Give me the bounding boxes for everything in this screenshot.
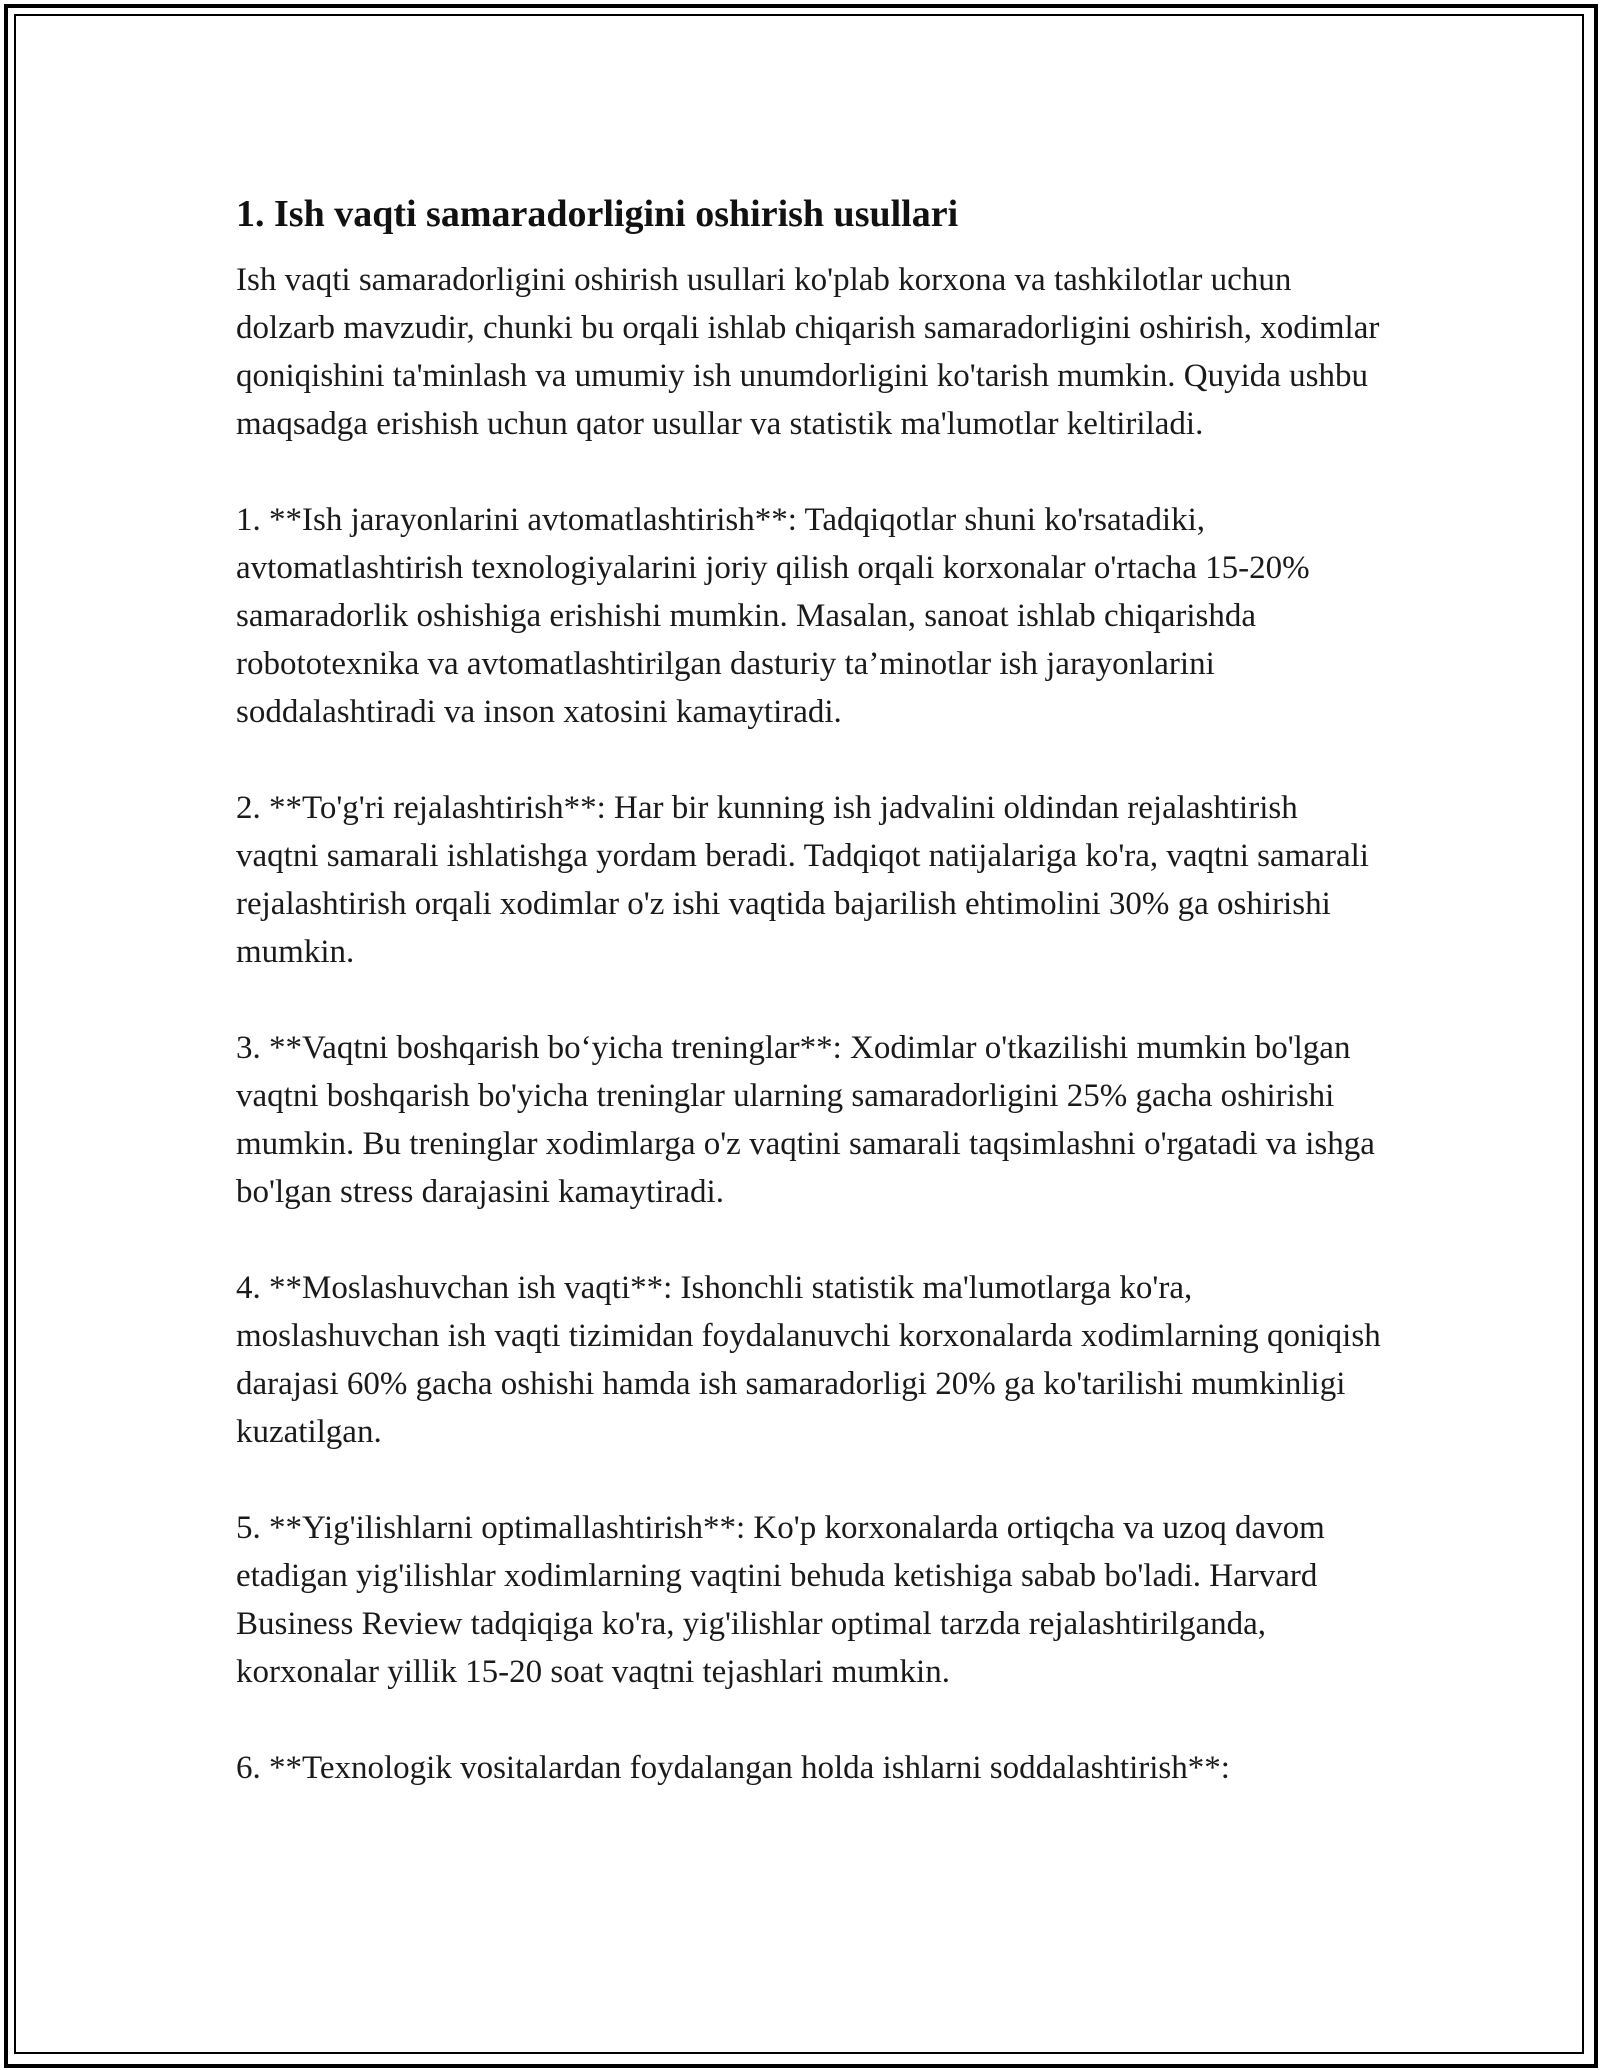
document-body	[236, 190, 1386, 1840]
list-item-technology-tools: 6. **Texnologik vositalardan foydalangan holda ishlarni soddalashtirish**:	[236, 1750, 1230, 1786]
list-item-time-management-training: 3. **Vaqtni boshqarish bo‘yicha treninglar**: Xodimlar o'tkazilishi mumkin bo'lgan vaqtni boshqarish bo'yicha treninglar ularning samaradorligini 25% gacha oshirishi mumkin. Bu treninglar xodimlarga o'z vaqtini samarali taqsimlashni o'rgatadi va ishga bo'lgan stress darajasini kamaytiradi.	[236, 1030, 1375, 1210]
list-item-planning: 2. **To'g'ri rejalashtirish**: Har bir kunning ish jadvalini oldindan rejalashtirish vaqtni samarali ishlatishga yordam beradi. Tadqiqot natijalariga ko'ra, vaqtni samarali rejalashtirish orqali xodimlar o'z ishi vaqtida bajarilish ehtimolini 30% ga oshirishi mumkin.	[236, 790, 1369, 970]
intro-paragraph: Ish vaqti samaradorligini oshirish usullari ko'plab korxona va tashkilotlar uchun dolzarb mavzudir, chunki bu orqali ishlab chiqarish samaradorligini oshirish, xodimlar qoniqishini ta'minlash va umumiy ish unumdorligini ko'tarish mumkin. Quyida ushbu maqsadga erishish uchun qator usullar va statistik ma'lumotlar keltiriladi.	[236, 262, 1380, 442]
list-item-flexible-hours: 4. **Moslashuvchan ish vaqti**: Ishonchli statistik ma'lumotlarga ko'ra, moslashuvchan ish vaqti tizimidan foydalanuvchi korxonalarda xodimlarning qoniqish darajasi 60% gacha oshishi hamda ish samaradorligi 20% ga ko'tarilishi mumkinligi kuzatilgan.	[236, 1270, 1381, 1450]
document-title: 1. Ish vaqti samaradorligini oshirish usullari	[236, 193, 959, 235]
list-item-meeting-optimization: 5. **Yig'ilishlarni optimallashtirish**: Ko'p korxonalarda ortiqcha va uzoq davom etadigan yig'ilishlar xodimlarning vaqtini behuda ketishiga sabab bo'ladi. Harvard Business Review tadqiqiga ko'ra, yig'ilishlar optimal tarzda rejalashtirilganda, korxonalar yillik 15-20 soat vaqtni tejashlari mumkin.	[236, 1510, 1325, 1690]
list-item-automation: 1. **Ish jarayonlarini avtomatlashtirish**: Tadqiqotlar shuni ko'rsatadiki, avtomatlashtirish texnologiyalarini joriy qilish orqali korxonalar o'rtacha 15-20% samaradorlik oshishiga erishishi mumkin. Masalan, sanoat ishlab chiqarishda robototexnika va avtomatlashtirilgan dasturiy ta’minotlar ish jarayonlarini soddalashtiradi va inson xatosini kamaytiradi.	[236, 502, 1310, 730]
